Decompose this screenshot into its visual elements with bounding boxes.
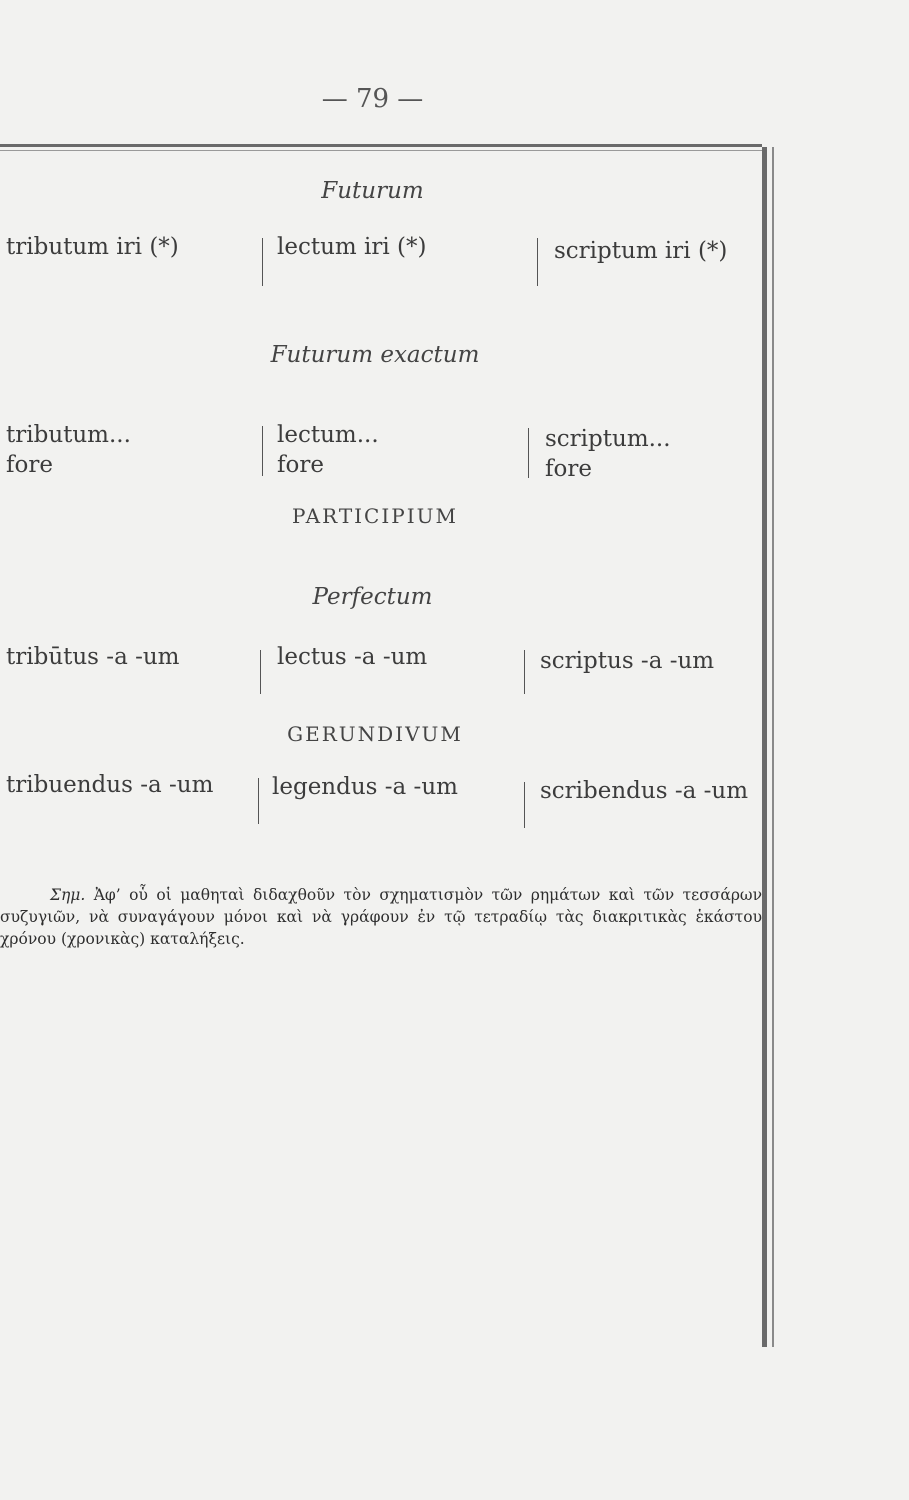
heading-gerundivum: GERUNDIVUM [287,722,463,746]
right-rule [762,147,767,1347]
cell-perfectum-scribo: scriptus -a -um [540,648,715,674]
top-rule-thin [0,150,762,151]
footnote [0,884,762,950]
cell-futurum-exactum-tribuo [6,420,131,480]
separator [262,426,263,476]
cell-gerundivum-scribo: scribendus -a -um [540,778,749,804]
cell-futurum-scribo: scriptum iri (*) [554,238,728,264]
cell-perfectum-lego: lectus -a -um [277,644,428,670]
separator [258,778,259,824]
cell-line: fore [277,452,324,478]
cell-line: lectum... [277,422,379,448]
cell-line: fore [545,456,592,482]
separator [537,238,538,286]
cell-gerundivum-tribuo: tribuendus -a -um [6,772,214,798]
cell-gerundivum-lego: legendus -a -um [272,774,458,800]
cell-line: fore [6,452,53,478]
cell-futurum-exactum-scribo [545,424,671,484]
separator [260,650,261,694]
footnote-abbreviation: Σημ. [50,886,86,904]
cell-futurum-exactum-lego [277,420,379,480]
separator [524,650,525,694]
cell-futurum-tribuo: tributum iri (*) [6,234,179,260]
separator [524,782,525,828]
separator [528,428,529,478]
heading-perfectum: Perfectum [312,584,433,610]
heading-futurum-exactum: Futurum exactum [270,342,480,368]
cell-line: tributum... [6,422,131,448]
cell-perfectum-tribuo: tribūtus -a -um [6,644,180,670]
right-rule-thin [772,147,774,1347]
top-rule [0,144,762,147]
footnote-text: Ἀφ’ οὗ οἱ μαθηταὶ διδαχθοῦν τὸν σχηματισμὸν τῶν ρημάτων καὶ τῶν τεσσάρων συζυγιῶν, νὰ συναγάγουν μόνοι καὶ νὰ γράφουν ἐν τῷ τετραδίῳ τὰς διακριτικὰς ἑκάστου χρόνου (χρονικὰς) καταλήξεις. [0,886,762,948]
cell-futurum-lego: lectum iri (*) [277,234,427,260]
heading-participium: PARTICIPIUM [292,504,458,528]
separator [262,238,263,286]
page-number: — 79 — [321,84,424,114]
cell-line: scriptum... [545,426,671,452]
heading-futurum: Futurum [321,178,424,204]
